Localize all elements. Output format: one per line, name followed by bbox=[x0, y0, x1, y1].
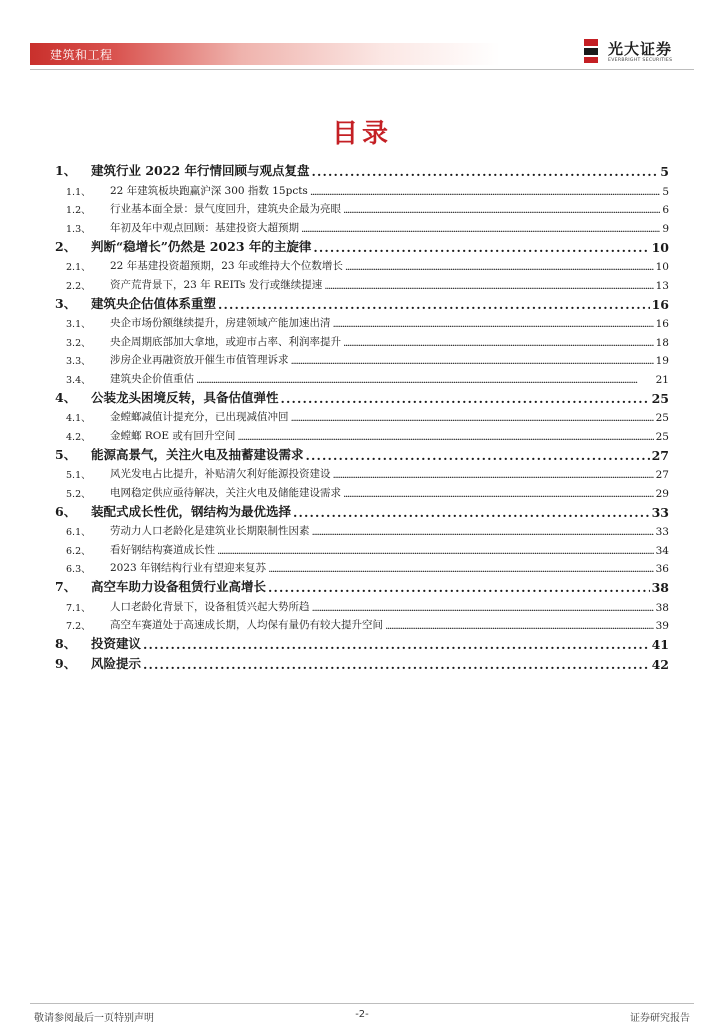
toc-entry-title: 建筑行业 2022 年行情回顾与观点复盘 bbox=[91, 163, 310, 178]
toc-dot-leader bbox=[333, 469, 654, 481]
toc-dot-leader bbox=[217, 545, 654, 557]
toc-entry-title: 资产荒背景下，23 年 REITs 发行或继续提速 bbox=[110, 278, 323, 291]
toc-dot-leader bbox=[196, 374, 654, 386]
toc-entry-number: 5.2、 bbox=[66, 488, 91, 500]
toc-entry-title: 金螳螂 ROE 或有回升空间 bbox=[110, 429, 236, 442]
toc-entry-number: 2、 bbox=[55, 238, 77, 254]
toc-entry-page: 25 bbox=[655, 412, 669, 424]
toc-entry-number: 7.2、 bbox=[66, 621, 91, 632]
toc-entry-page: 33 bbox=[655, 526, 669, 538]
toc-section-entry[interactable] bbox=[55, 330, 669, 349]
toc-entry-page: 36 bbox=[655, 563, 669, 575]
toc-section-entry[interactable] bbox=[55, 424, 669, 443]
toc-entry-page: 5 bbox=[662, 185, 669, 198]
toc-entry-number: 2.2、 bbox=[66, 280, 91, 292]
toc-dot-leader bbox=[343, 204, 660, 216]
toc-entry-number: 1.1、 bbox=[66, 186, 91, 198]
toc-entry-number: 3.4、 bbox=[66, 374, 91, 386]
toc-section-entry[interactable] bbox=[55, 595, 669, 614]
toc-section-entry[interactable] bbox=[55, 463, 669, 482]
toc-dot-leader bbox=[306, 448, 650, 463]
toc-entry-title: 22 年建筑板块跑赢沪深 300 指数 15pcts bbox=[110, 184, 308, 197]
toc-entry-page: 27 bbox=[651, 447, 669, 463]
toc-entry-title: 2023 年钢结构行业有望迎来复苏 bbox=[110, 562, 267, 574]
footer-doc-type: 证券研究报告 bbox=[630, 1013, 690, 1024]
toc-entry-title: 公装龙头困境反转，具备估值弹性 bbox=[91, 389, 279, 405]
toc-entry-title: 看好钢结构赛道成长性 bbox=[110, 543, 215, 556]
toc-entry-title: 风险提示 bbox=[91, 656, 142, 671]
toc-chapter-entry[interactable] bbox=[55, 575, 669, 595]
logo-text-cn: 光大证券 bbox=[608, 40, 673, 58]
toc-dot-leader bbox=[293, 505, 650, 520]
toc-entry-page: 18 bbox=[655, 336, 669, 349]
toc-dot-leader bbox=[333, 318, 654, 330]
toc-entry-number: 5、 bbox=[55, 446, 77, 462]
toc-entry-title: 央企市场份额继续提升，房建领域产能加速出清 bbox=[110, 317, 331, 329]
toc-entry-number: 8、 bbox=[55, 636, 77, 651]
toc-entry-number: 6.3、 bbox=[66, 564, 91, 575]
toc-entry-title: 高空车助力设备租赁行业高增长 bbox=[91, 579, 267, 594]
toc-entry-number: 3.2、 bbox=[66, 337, 91, 349]
toc-dot-leader bbox=[291, 412, 654, 424]
toc-entry-title: 装配式成长性优，钢结构为最优选择 bbox=[91, 503, 292, 519]
toc-section-entry[interactable] bbox=[55, 614, 669, 633]
toc-entry-title: 金螳螂减值计提充分，已出现减值冲回 bbox=[110, 411, 289, 423]
toc-entry-number: 3.3、 bbox=[66, 356, 91, 367]
toc-section-entry[interactable] bbox=[55, 273, 669, 292]
toc-entry-page: 39 bbox=[655, 620, 669, 632]
toc-entry-page: 21 bbox=[655, 373, 669, 386]
footer-page-number: -2- bbox=[355, 1009, 369, 1020]
toc-entry-title: 22 年基建投资超预期，23 年或维持大个位数增长 bbox=[110, 260, 343, 272]
logo-text-en: EVERBRIGHT SECURITIES bbox=[608, 58, 673, 63]
toc-entry-title: 电网稳定供应亟待解决，关注火电及储能建设需求 bbox=[110, 486, 341, 499]
toc-entry-number: 1.2、 bbox=[66, 205, 91, 216]
toc-entry-number: 4、 bbox=[55, 389, 77, 405]
toc-chapter-entry[interactable] bbox=[55, 159, 669, 179]
toc-entry-page: 6 bbox=[662, 204, 669, 216]
toc-entry-title: 投资建议 bbox=[91, 636, 142, 651]
toc-section-entry[interactable] bbox=[55, 406, 669, 425]
toc-dot-leader bbox=[343, 488, 654, 500]
toc-entry-page: 38 bbox=[655, 601, 669, 614]
logo-mark-icon bbox=[582, 37, 604, 65]
toc-entry-title: 能源高景气，关注火电及抽蓄建设需求 bbox=[91, 446, 304, 462]
company-logo bbox=[582, 37, 692, 67]
toc-entry-page: 10 bbox=[651, 239, 669, 255]
toc-dot-leader bbox=[313, 240, 649, 255]
toc-dot-leader bbox=[143, 657, 650, 672]
toc-dot-leader bbox=[143, 637, 650, 652]
toc-entry-number: 3.1、 bbox=[66, 319, 91, 330]
toc-section-entry[interactable] bbox=[55, 312, 669, 331]
toc-section-entry[interactable] bbox=[55, 367, 669, 386]
toc-dot-leader bbox=[312, 602, 654, 614]
toc-dot-leader bbox=[345, 261, 654, 273]
toc-entry-title: 劳动力人口老龄化是建筑业长期限制性因素 bbox=[110, 525, 310, 537]
toc-entry-number: 7.1、 bbox=[66, 602, 91, 614]
toc-dot-leader bbox=[218, 297, 650, 312]
toc-dot-leader bbox=[343, 337, 654, 349]
toc-entry-page: 9 bbox=[662, 222, 669, 235]
toc-entry-title: 年初及年中观点回顾：基建投资大超预期 bbox=[110, 221, 299, 234]
header-divider bbox=[30, 69, 694, 70]
toc-entry-page: 16 bbox=[651, 296, 669, 312]
toc-entry-page: 38 bbox=[651, 580, 669, 595]
toc-entry-number: 1、 bbox=[55, 163, 77, 178]
toc-entry-page: 5 bbox=[660, 164, 669, 179]
toc-chapter-entry[interactable] bbox=[55, 386, 669, 406]
toc-entry-page: 29 bbox=[655, 487, 669, 500]
toc-entry-page: 19 bbox=[655, 355, 669, 367]
toc-entry-page: 42 bbox=[651, 657, 669, 672]
toc-entry-title: 风光发电占比提升，补贴清欠利好能源投资建设 bbox=[110, 468, 331, 480]
toc-dot-leader bbox=[385, 620, 654, 632]
toc-section-entry[interactable] bbox=[55, 179, 669, 198]
toc-entry-page: 13 bbox=[655, 279, 669, 292]
toc-chapter-entry[interactable] bbox=[55, 500, 669, 520]
toc-entry-number: 6、 bbox=[55, 503, 77, 519]
section-label: 建筑和工程 bbox=[50, 48, 113, 62]
toc-section-entry[interactable] bbox=[55, 557, 669, 576]
toc-chapter-entry[interactable] bbox=[55, 443, 669, 463]
toc-section-entry[interactable] bbox=[55, 255, 669, 274]
toc-entry-number: 2.1、 bbox=[66, 262, 91, 273]
toc-entry-number: 6.1、 bbox=[66, 527, 91, 538]
toc-section-entry[interactable] bbox=[55, 349, 669, 368]
footer-divider bbox=[30, 1003, 694, 1004]
toc-section-entry[interactable] bbox=[55, 520, 669, 539]
toc-dot-leader bbox=[324, 280, 653, 292]
toc-entry-title: 涉房企业再融资放开催生市值管理诉求 bbox=[110, 354, 289, 366]
toc-entry-page: 27 bbox=[655, 469, 669, 481]
toc-dot-leader bbox=[291, 355, 654, 367]
toc-dot-leader bbox=[268, 580, 650, 595]
footer-disclaimer: 敬请参阅最后一页特别声明 bbox=[34, 1013, 154, 1024]
toc-section-entry[interactable] bbox=[55, 538, 669, 557]
toc-entry-page: 33 bbox=[651, 504, 669, 520]
toc-entry-title: 建筑央企价值重估 bbox=[110, 372, 194, 385]
toc-entry-title: 高空车赛道处于高速成长期，人均保有量仍有较大提升空间 bbox=[110, 619, 383, 631]
toc-dot-leader bbox=[281, 391, 650, 406]
toc-dot-leader bbox=[310, 186, 660, 198]
page-title: 目录 bbox=[331, 119, 392, 149]
toc-entry-page: 41 bbox=[651, 637, 669, 652]
toc-entry-number: 4.1、 bbox=[66, 413, 91, 424]
toc-dot-leader bbox=[268, 563, 654, 575]
toc-chapter-entry[interactable] bbox=[55, 235, 669, 255]
toc-entry-page: 25 bbox=[651, 390, 669, 406]
table-of-contents bbox=[55, 159, 669, 672]
toc-entry-number: 9、 bbox=[55, 656, 77, 671]
toc-entry-title: 央企周期底部加大拿地，或迎市占率、利润率提升 bbox=[110, 335, 341, 348]
toc-dot-leader bbox=[312, 164, 659, 179]
toc-entry-title: 建筑央企估值体系重塑 bbox=[91, 295, 217, 311]
toc-entry-number: 6.2、 bbox=[66, 545, 91, 557]
toc-entry-title: 人口老龄化背景下，设备租赁兴起大势所趋 bbox=[110, 600, 310, 613]
toc-entry-page: 34 bbox=[655, 544, 669, 557]
toc-dot-leader bbox=[312, 526, 654, 538]
toc-entry-number: 5.1、 bbox=[66, 470, 91, 481]
toc-entry-title: 判断“稳增长”仍然是 2023 年的主旋律 bbox=[91, 238, 312, 254]
toc-dot-leader bbox=[301, 223, 660, 235]
toc-entry-number: 4.2、 bbox=[66, 431, 91, 443]
toc-dot-leader bbox=[237, 431, 653, 443]
toc-chapter-entry[interactable] bbox=[55, 652, 669, 672]
toc-entry-number: 3、 bbox=[55, 295, 77, 311]
toc-section-entry[interactable] bbox=[55, 198, 669, 217]
toc-entry-page: 16 bbox=[655, 318, 669, 330]
toc-chapter-entry[interactable] bbox=[55, 292, 669, 312]
toc-entry-title: 行业基本面全景：景气度回升，建筑央企最为亮眼 bbox=[110, 203, 341, 215]
toc-section-entry[interactable] bbox=[55, 216, 669, 235]
toc-entry-page: 25 bbox=[655, 430, 669, 443]
toc-chapter-entry[interactable] bbox=[55, 632, 669, 652]
toc-entry-number: 7、 bbox=[55, 579, 77, 594]
toc-entry-page: 10 bbox=[655, 261, 669, 273]
toc-section-entry[interactable] bbox=[55, 481, 669, 500]
toc-entry-number: 1.3、 bbox=[66, 223, 91, 235]
